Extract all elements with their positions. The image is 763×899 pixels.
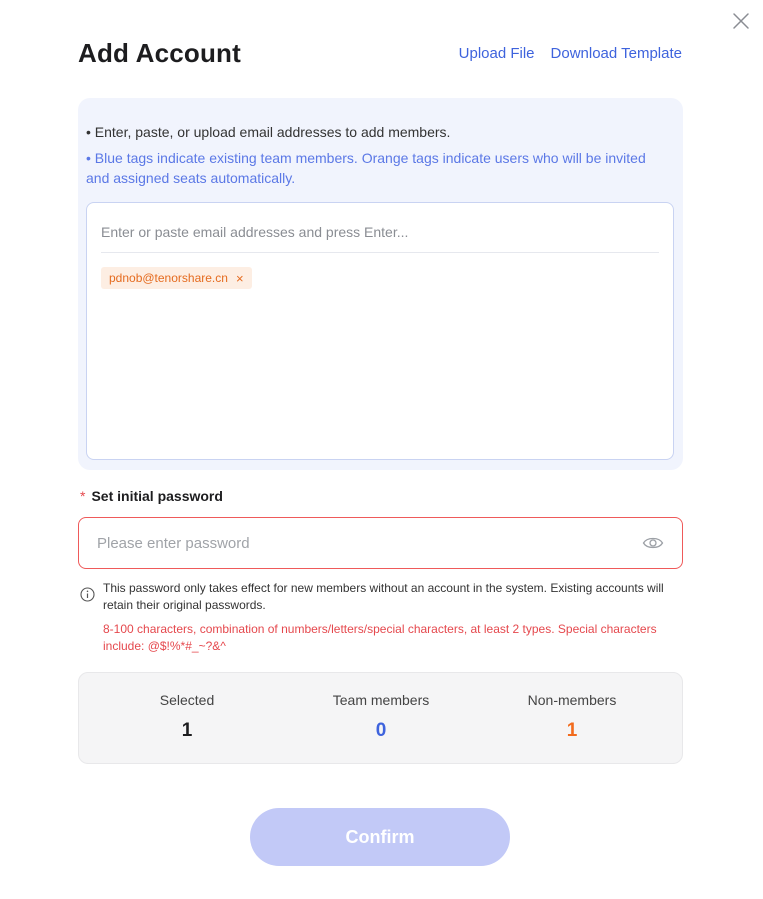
email-entry-box[interactable]: [86, 202, 674, 460]
dialog-title: Add Account: [78, 38, 241, 68]
close-icon[interactable]: ×: [235, 270, 244, 286]
close-icon: [730, 10, 752, 32]
email-panel: [78, 98, 683, 470]
header-links: [459, 45, 682, 62]
stat-label: Selected: [159, 692, 215, 708]
instruction-text: • Enter, paste, or upload email addresses to add members.: [86, 124, 451, 140]
password-field[interactable]: [78, 517, 683, 569]
confirm-button[interactable]: Confirm: [250, 808, 510, 866]
stat-label: Team members: [332, 692, 430, 708]
stat-label: Non-members: [527, 692, 617, 708]
stat-value: 1: [181, 720, 193, 741]
selection-summary: [78, 672, 683, 764]
stat-value: 1: [566, 720, 578, 741]
password-label-text: Set initial password: [91, 488, 223, 504]
password-label: [80, 488, 223, 504]
info-icon: [80, 587, 95, 602]
password-note: This password only takes effect for new members without an account in the system. Existing accounts will retain their original passwords.: [103, 581, 664, 612]
eye-icon[interactable]: [642, 534, 664, 552]
tag-legend-text: • Blue tags indicate existing team members. Orange tags indicate users who will be invited and assigned seats automatically.: [86, 150, 646, 186]
email-tag: [101, 267, 252, 289]
password-rule-error: 8-100 characters, combination of numbers/letters/special characters, at least 2 types. Special characters include: @$!%*#_~?&^: [103, 622, 657, 653]
required-marker: *: [80, 488, 86, 504]
password-input[interactable]: [97, 518, 627, 568]
download-template-link[interactable]: Download Template: [550, 45, 682, 62]
close-button[interactable]: [730, 10, 752, 32]
email-input[interactable]: [101, 211, 659, 253]
stat-value: 0: [375, 720, 387, 741]
upload-file-link[interactable]: Upload File: [458, 45, 535, 62]
email-tag-label: pdnob@tenorshare.cn: [109, 271, 228, 285]
